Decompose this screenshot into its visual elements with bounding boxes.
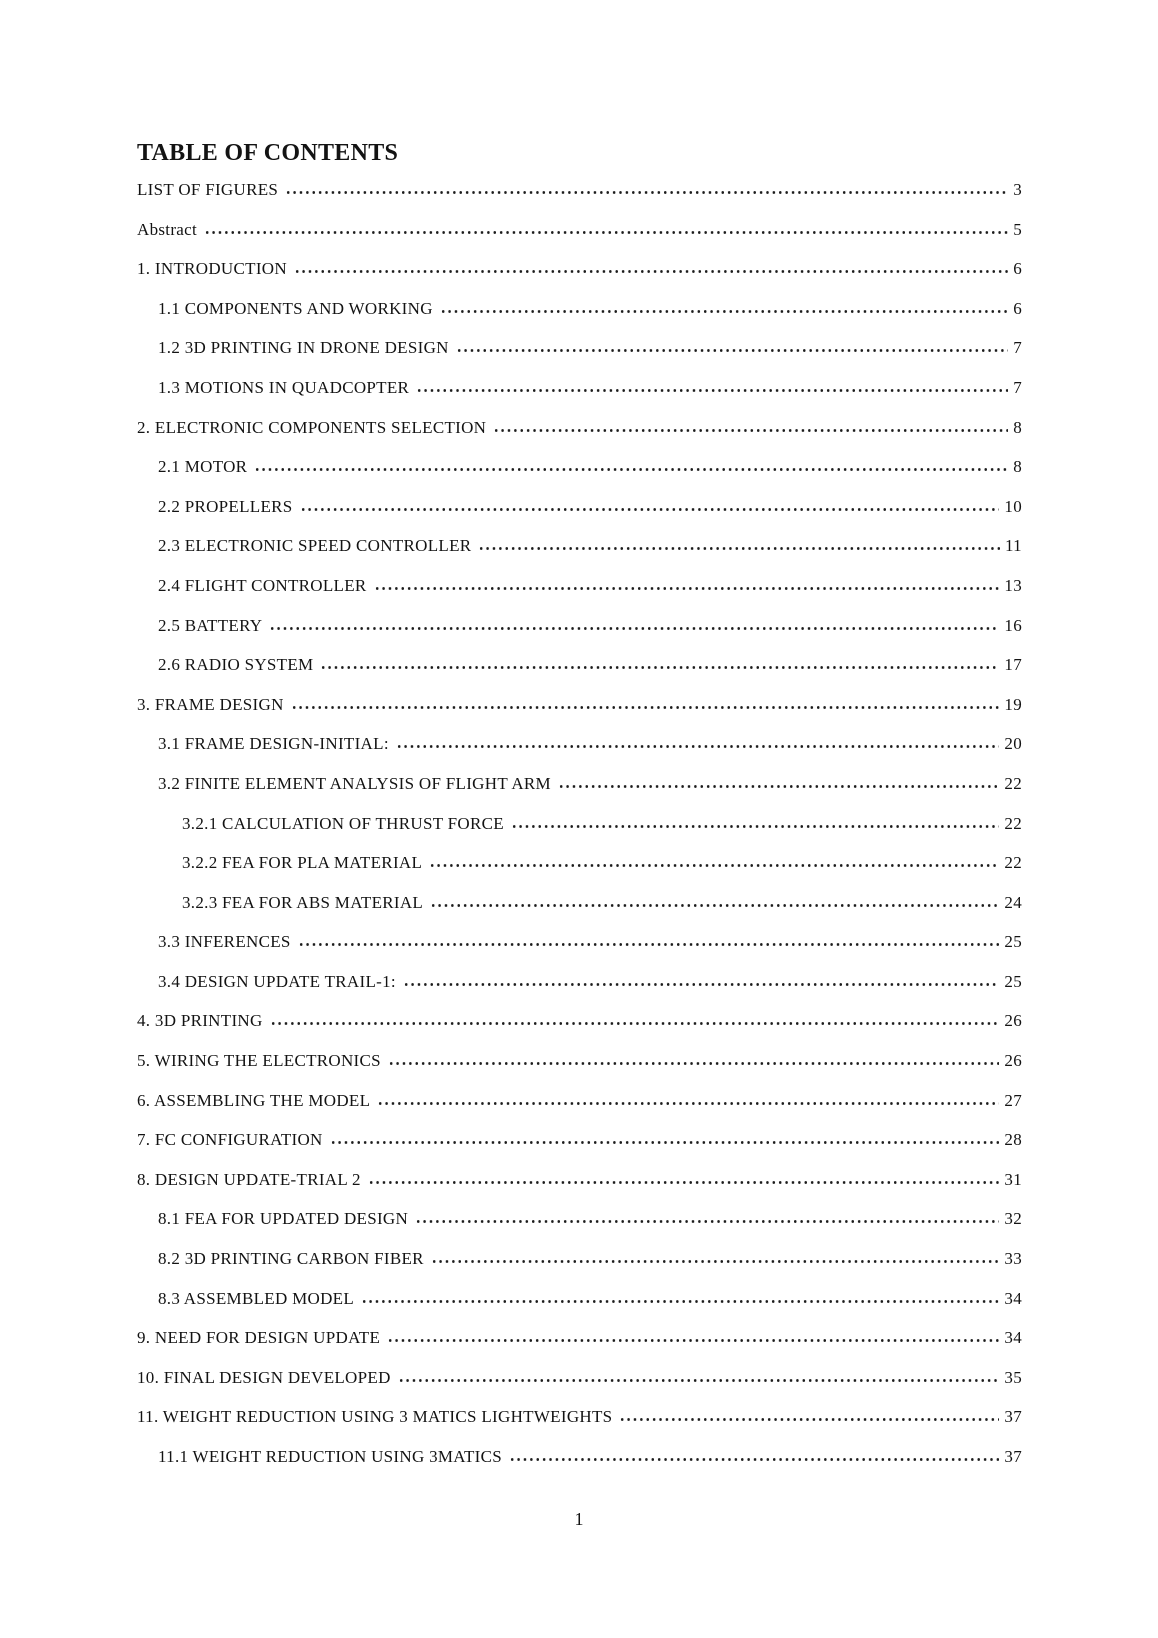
- toc-entry-label: 2.2 PROPELLERS: [158, 496, 293, 516]
- toc-entry-label: 8.2 3D PRINTING CARBON FIBER: [158, 1249, 424, 1269]
- dot-leader: [388, 1061, 999, 1066]
- toc-entry[interactable]: [137, 1447, 1022, 1467]
- toc-entry-page: 16: [1004, 615, 1022, 635]
- dot-leader: [374, 586, 1000, 591]
- dot-leader: [431, 1259, 1000, 1264]
- toc-entry-label: 3.2 FINITE ELEMENT ANALYSIS OF FLIGHT ARM: [158, 773, 551, 793]
- toc-content: [137, 139, 1022, 1487]
- toc-entry-label: 1.3 MOTIONS IN QUADCOPTER: [158, 377, 410, 397]
- toc-entry[interactable]: [137, 655, 1022, 675]
- toc-entry[interactable]: [137, 853, 1022, 873]
- toc-entry[interactable]: [137, 1091, 1022, 1111]
- toc-entry-label: 2.4 FLIGHT CONTROLLER: [158, 575, 367, 595]
- dot-leader: [511, 824, 999, 829]
- toc-entry-page: 19: [1004, 694, 1022, 714]
- toc-entry-page: 33: [1004, 1249, 1022, 1269]
- toc-entry[interactable]: [137, 814, 1022, 834]
- toc-entry-label: 1.1 COMPONENTS AND WORKING: [158, 298, 433, 318]
- toc-entry-label: 3.2.3 FEA FOR ABS MATERIAL: [182, 892, 424, 912]
- dot-leader: [429, 863, 999, 868]
- dot-leader: [416, 388, 1008, 393]
- toc-entry[interactable]: [137, 338, 1022, 358]
- toc-entry-page: 5: [1013, 219, 1022, 239]
- toc-entry[interactable]: [137, 1407, 1022, 1427]
- toc-entry-page: 26: [1004, 1051, 1022, 1071]
- toc-entry-page: 34: [1004, 1288, 1022, 1308]
- toc-entry[interactable]: [137, 378, 1022, 398]
- toc-entry-page: 35: [1004, 1367, 1022, 1387]
- toc-entry-label: 8.1 FEA FOR UPDATED DESIGN: [158, 1209, 409, 1229]
- toc-entry-page: 27: [1004, 1090, 1022, 1110]
- toc-entry-page: 6: [1013, 259, 1022, 279]
- toc-entry-page: 37: [1004, 1407, 1022, 1427]
- toc-entry-page: 37: [1004, 1447, 1022, 1466]
- page-title: TABLE OF CONTENTS: [137, 140, 399, 166]
- toc-entry-page: 32: [1004, 1209, 1022, 1229]
- toc-entry-page: 6: [1013, 298, 1022, 318]
- dot-leader: [478, 546, 1000, 551]
- toc-entry[interactable]: [137, 497, 1022, 517]
- toc-entry[interactable]: [137, 616, 1022, 636]
- toc-entry-page: 13: [1004, 575, 1022, 595]
- toc-entry[interactable]: [137, 972, 1022, 992]
- dot-leader: [294, 269, 1008, 274]
- toc-entry[interactable]: [137, 1249, 1022, 1269]
- toc-entry-page: 34: [1004, 1328, 1022, 1348]
- dot-leader: [558, 784, 999, 789]
- toc-entry-label: 10. FINAL DESIGN DEVELOPED: [137, 1367, 391, 1387]
- toc-entry-page: 31: [1004, 1169, 1022, 1189]
- toc-entry[interactable]: [137, 180, 1022, 200]
- toc-list: [137, 180, 1022, 1467]
- toc-entry-label: 3.4 DESIGN UPDATE TRAIL-1:: [158, 971, 396, 991]
- toc-entry-label: LIST OF FIGURES: [137, 180, 279, 199]
- dot-leader: [415, 1219, 999, 1224]
- toc-entry-page: 28: [1004, 1130, 1022, 1150]
- toc-entry-page: 22: [1004, 813, 1022, 833]
- dot-leader: [387, 1338, 999, 1343]
- toc-entry-label: 3.3 INFERENCES: [158, 932, 291, 952]
- dot-leader: [285, 190, 1008, 195]
- toc-entry[interactable]: [137, 299, 1022, 319]
- toc-entry-label: 8. DESIGN UPDATE-TRIAL 2: [137, 1169, 361, 1189]
- toc-entry-page: 7: [1013, 338, 1022, 358]
- toc-entry[interactable]: [137, 695, 1022, 715]
- toc-entry-label: 5. WIRING THE ELECTRONICS: [137, 1051, 381, 1071]
- toc-entry-label: 11.1 WEIGHT REDUCTION USING 3MATICS: [158, 1447, 503, 1466]
- dot-leader: [270, 1021, 1000, 1026]
- toc-entry-label: 2.5 BATTERY: [158, 615, 263, 635]
- dot-leader: [361, 1299, 999, 1304]
- toc-entry-page: 25: [1004, 932, 1022, 952]
- toc-entry[interactable]: [137, 932, 1022, 952]
- dot-leader: [456, 348, 1008, 353]
- dot-leader: [509, 1457, 999, 1462]
- dot-leader: [396, 744, 1000, 749]
- toc-entry[interactable]: [137, 418, 1022, 438]
- dot-leader: [440, 309, 1008, 314]
- toc-entry-label: 2. ELECTRONIC COMPONENTS SELECTION: [137, 417, 487, 437]
- toc-entry[interactable]: [137, 1051, 1022, 1071]
- toc-entry-label: 9. NEED FOR DESIGN UPDATE: [137, 1328, 381, 1348]
- toc-entry[interactable]: [137, 893, 1022, 913]
- toc-entry-label: 2.6 RADIO SYSTEM: [158, 655, 314, 675]
- dot-leader: [430, 903, 999, 908]
- toc-entry[interactable]: [137, 576, 1022, 596]
- toc-entry-label: 3. FRAME DESIGN: [137, 694, 284, 714]
- toc-entry-page: 8: [1013, 457, 1022, 477]
- toc-entry-page: 22: [1004, 773, 1022, 793]
- toc-entry[interactable]: [137, 1130, 1022, 1150]
- dot-leader: [320, 665, 999, 670]
- toc-entry-page: 17: [1004, 655, 1022, 675]
- toc-entry[interactable]: [137, 774, 1022, 794]
- toc-entry-page: 22: [1004, 853, 1022, 873]
- toc-entry-page: 26: [1004, 1011, 1022, 1031]
- dot-leader: [403, 982, 999, 987]
- toc-entry[interactable]: [137, 1368, 1022, 1388]
- toc-entry[interactable]: [137, 259, 1022, 279]
- toc-entry-label: 2.3 ELECTRONIC SPEED CONTROLLER: [158, 536, 472, 556]
- toc-entry-page: 10: [1004, 496, 1022, 516]
- toc-entry-page: 24: [1004, 892, 1022, 912]
- toc-entry-page: 8: [1013, 417, 1022, 437]
- toc-entry-label: 1.2 3D PRINTING IN DRONE DESIGN: [158, 338, 449, 358]
- toc-entry[interactable]: [137, 1170, 1022, 1190]
- toc-entry[interactable]: [137, 220, 1022, 240]
- toc-entry[interactable]: [137, 536, 1022, 556]
- toc-entry-page: 3: [1013, 180, 1022, 199]
- toc-entry[interactable]: [137, 1209, 1022, 1229]
- dot-leader: [298, 942, 1000, 947]
- toc-entry-label: 1. INTRODUCTION: [137, 259, 287, 279]
- dot-leader: [300, 507, 1000, 512]
- toc-entry-label: 3.2.2 FEA FOR PLA MATERIAL: [182, 853, 423, 873]
- dot-leader: [291, 705, 1000, 710]
- toc-entry-label: 7. FC CONFIGURATION: [137, 1130, 323, 1150]
- dot-leader: [493, 428, 1008, 433]
- toc-entry-label: 4. 3D PRINTING: [137, 1011, 263, 1031]
- toc-entry[interactable]: [137, 1011, 1022, 1031]
- dot-leader: [619, 1417, 999, 1422]
- toc-entry-page: 7: [1013, 377, 1022, 397]
- toc-entry-page: 20: [1004, 734, 1022, 754]
- footer-page-number: 1: [574, 1509, 584, 1529]
- toc-entry[interactable]: [137, 1328, 1022, 1348]
- dot-leader: [204, 230, 1008, 235]
- toc-entry-label: 6. ASSEMBLING THE MODEL: [137, 1090, 371, 1110]
- toc-entry[interactable]: [137, 457, 1022, 477]
- dot-leader: [377, 1101, 999, 1106]
- toc-entry-page: 25: [1004, 971, 1022, 991]
- dot-leader: [368, 1180, 1000, 1185]
- dot-leader: [254, 467, 1008, 472]
- toc-entry-label: 3.1 FRAME DESIGN-INITIAL:: [158, 734, 389, 754]
- dot-leader: [330, 1140, 1000, 1145]
- dot-leader: [269, 626, 999, 631]
- toc-entry-label: Abstract: [137, 219, 197, 239]
- toc-entry[interactable]: [137, 734, 1022, 754]
- toc-entry[interactable]: [137, 1289, 1022, 1309]
- dot-leader: [398, 1378, 1000, 1383]
- toc-entry-label: 11. WEIGHT REDUCTION USING 3 MATICS LIGHTWEIGHTS: [137, 1407, 613, 1427]
- toc-entry-label: 8.3 ASSEMBLED MODEL: [158, 1288, 355, 1308]
- toc-entry-label: 2.1 MOTOR: [158, 457, 248, 477]
- toc-entry-label: 3.2.1 CALCULATION OF THRUST FORCE: [182, 813, 504, 833]
- toc-entry-page: 11: [1005, 536, 1022, 556]
